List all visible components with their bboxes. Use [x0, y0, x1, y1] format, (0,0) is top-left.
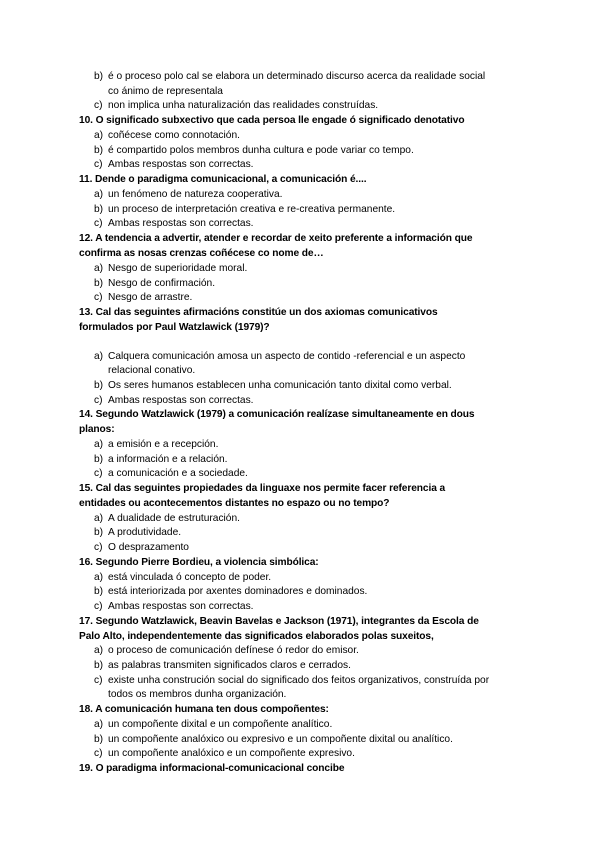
- question-18: 18. A comunicación humana ten dous compoñentes:: [79, 704, 329, 715]
- option-text: Os seres humanos establecen unha comunicación tanto dixital como verbal.: [108, 380, 452, 391]
- option-label: c): [94, 748, 103, 759]
- option-label: c): [94, 601, 103, 612]
- option-label: a): [94, 572, 104, 583]
- option-text: a emisión e a recepción.: [108, 439, 219, 450]
- option-label: a): [94, 645, 104, 656]
- question-11: 11. Dende o paradigma comunicacional, a comunicación é....: [79, 174, 367, 185]
- option-label: a): [94, 719, 104, 730]
- option-text: está interiorizada por axentes dominadores e dominados.: [108, 586, 368, 597]
- question-16: 16. Segundo Pierre Bordieu, a violencia simbólica:: [79, 557, 319, 568]
- question-13-continuation: formulados por Paul Watzlawick (1979)?: [79, 322, 270, 333]
- option-text: é o proceso polo cal se elabora un determinado discurso acerca da realidade social: [108, 71, 486, 82]
- option-label: c): [94, 159, 103, 170]
- option-text: Ambas respostas son correctas.: [108, 159, 254, 170]
- question-19: 19. O paradigma informacional-comunicacional concibe: [79, 763, 345, 774]
- option-text: está vinculada ó concepto de poder.: [108, 572, 272, 583]
- option-text: un compoñente dixital e un compoñente analítico.: [108, 719, 333, 730]
- option-label: c): [94, 100, 103, 111]
- option-text: Calquera comunicación amosa un aspecto de contido -referencial e un aspecto: [108, 351, 466, 362]
- option-label: b): [94, 145, 104, 156]
- option-label: b): [94, 454, 104, 465]
- option-text: coñécese como connotación.: [108, 130, 240, 141]
- option-text: A produtividade.: [108, 527, 182, 538]
- question-15: 15. Cal das seguintes propiedades da linguaxe nos permite facer referencia a: [79, 483, 446, 494]
- option-text: Ambas respostas son correctas.: [108, 395, 254, 406]
- option-text: o proceso de comunicación defínese ó redor do emisor.: [108, 645, 359, 656]
- option-text: un compoñente analóxico e un compoñente expresivo.: [108, 748, 355, 759]
- question-13: 13. Cal das seguintes afirmacións constitúe un dos axiomas comunicativos: [79, 307, 438, 318]
- option-label: b): [94, 380, 104, 391]
- option-label: a): [94, 513, 104, 524]
- option-label: a): [94, 439, 104, 450]
- question-14: 14. Segundo Watzlawick (1979) a comunicación realízase simultaneamente en dous: [79, 409, 475, 420]
- option-text: Nesgo de arrastre.: [108, 292, 193, 303]
- option-label: b): [94, 734, 104, 745]
- option-label: c): [94, 292, 103, 303]
- option-text: é compartido polos membros dunha cultura e pode variar co tempo.: [108, 145, 414, 156]
- option-text: un proceso de interpretación creativa e re-creativa permanente.: [108, 204, 396, 215]
- option-label: c): [94, 675, 103, 686]
- option-label: c): [94, 218, 103, 229]
- question-12: 12. A tendencia a advertir, atender e recordar de xeito preferente a información que: [79, 233, 473, 244]
- question-15-continuation: entidades ou acontecementos distantes no espazo ou no tempo?: [79, 498, 390, 509]
- option-text: as palabras transmiten significados claros e cerrados.: [108, 660, 351, 671]
- option-text: un fenómeno de natureza cooperativa.: [108, 189, 283, 200]
- question-14-continuation: planos:: [79, 424, 115, 435]
- option-text: non implica unha naturalización das realidades construídas.: [108, 100, 379, 111]
- option-label: b): [94, 278, 104, 289]
- option-label: a): [94, 189, 104, 200]
- option-label: a): [94, 130, 104, 141]
- option-label: a): [94, 351, 104, 362]
- question-10: 10. O significado subxectivo que cada persoa lle engade ó significado denotativo: [79, 115, 465, 126]
- option-text: Nesgo de confirmación.: [108, 278, 216, 289]
- option-label: b): [94, 204, 104, 215]
- option-label: c): [94, 468, 103, 479]
- question-17: 17. Segundo Watzlawick, Beavin Bavelas e Jackson (1971), integrantes da Escola de: [79, 616, 479, 627]
- option-text: a comunicación e a sociedade.: [108, 468, 248, 479]
- option-label: b): [94, 527, 104, 538]
- option-text: a información e a relación.: [108, 454, 228, 465]
- option-text-continuation: todos os membros dunha organización.: [108, 689, 287, 700]
- question-17-continuation: Palo Alto, independentemente das significados elaborados polas suxeitos,: [79, 631, 434, 642]
- option-label: c): [94, 542, 103, 553]
- option-label: b): [94, 71, 104, 82]
- option-text: O desprazamento: [108, 542, 189, 553]
- option-text-continuation: co ánimo de representala: [108, 86, 223, 97]
- option-text: Ambas respostas son correctas.: [108, 218, 254, 229]
- option-text: existe unha construción social do significado dos feitos organizativos, construída por: [108, 675, 490, 686]
- option-label: b): [94, 586, 104, 597]
- option-text: un compoñente analóxico ou expresivo e un compoñente dixital ou analítico.: [108, 734, 453, 745]
- option-text-continuation: relacional conativo.: [108, 365, 196, 376]
- question-12-continuation: confirma as nosas crenzas coñécese co nome de…: [79, 248, 324, 259]
- option-text: A dualidade de estruturación.: [108, 513, 240, 524]
- option-text: Ambas respostas son correctas.: [108, 601, 254, 612]
- option-label: c): [94, 395, 103, 406]
- option-label: a): [94, 263, 104, 274]
- option-text: Nesgo de superioridade moral.: [108, 263, 248, 274]
- option-label: b): [94, 660, 104, 671]
